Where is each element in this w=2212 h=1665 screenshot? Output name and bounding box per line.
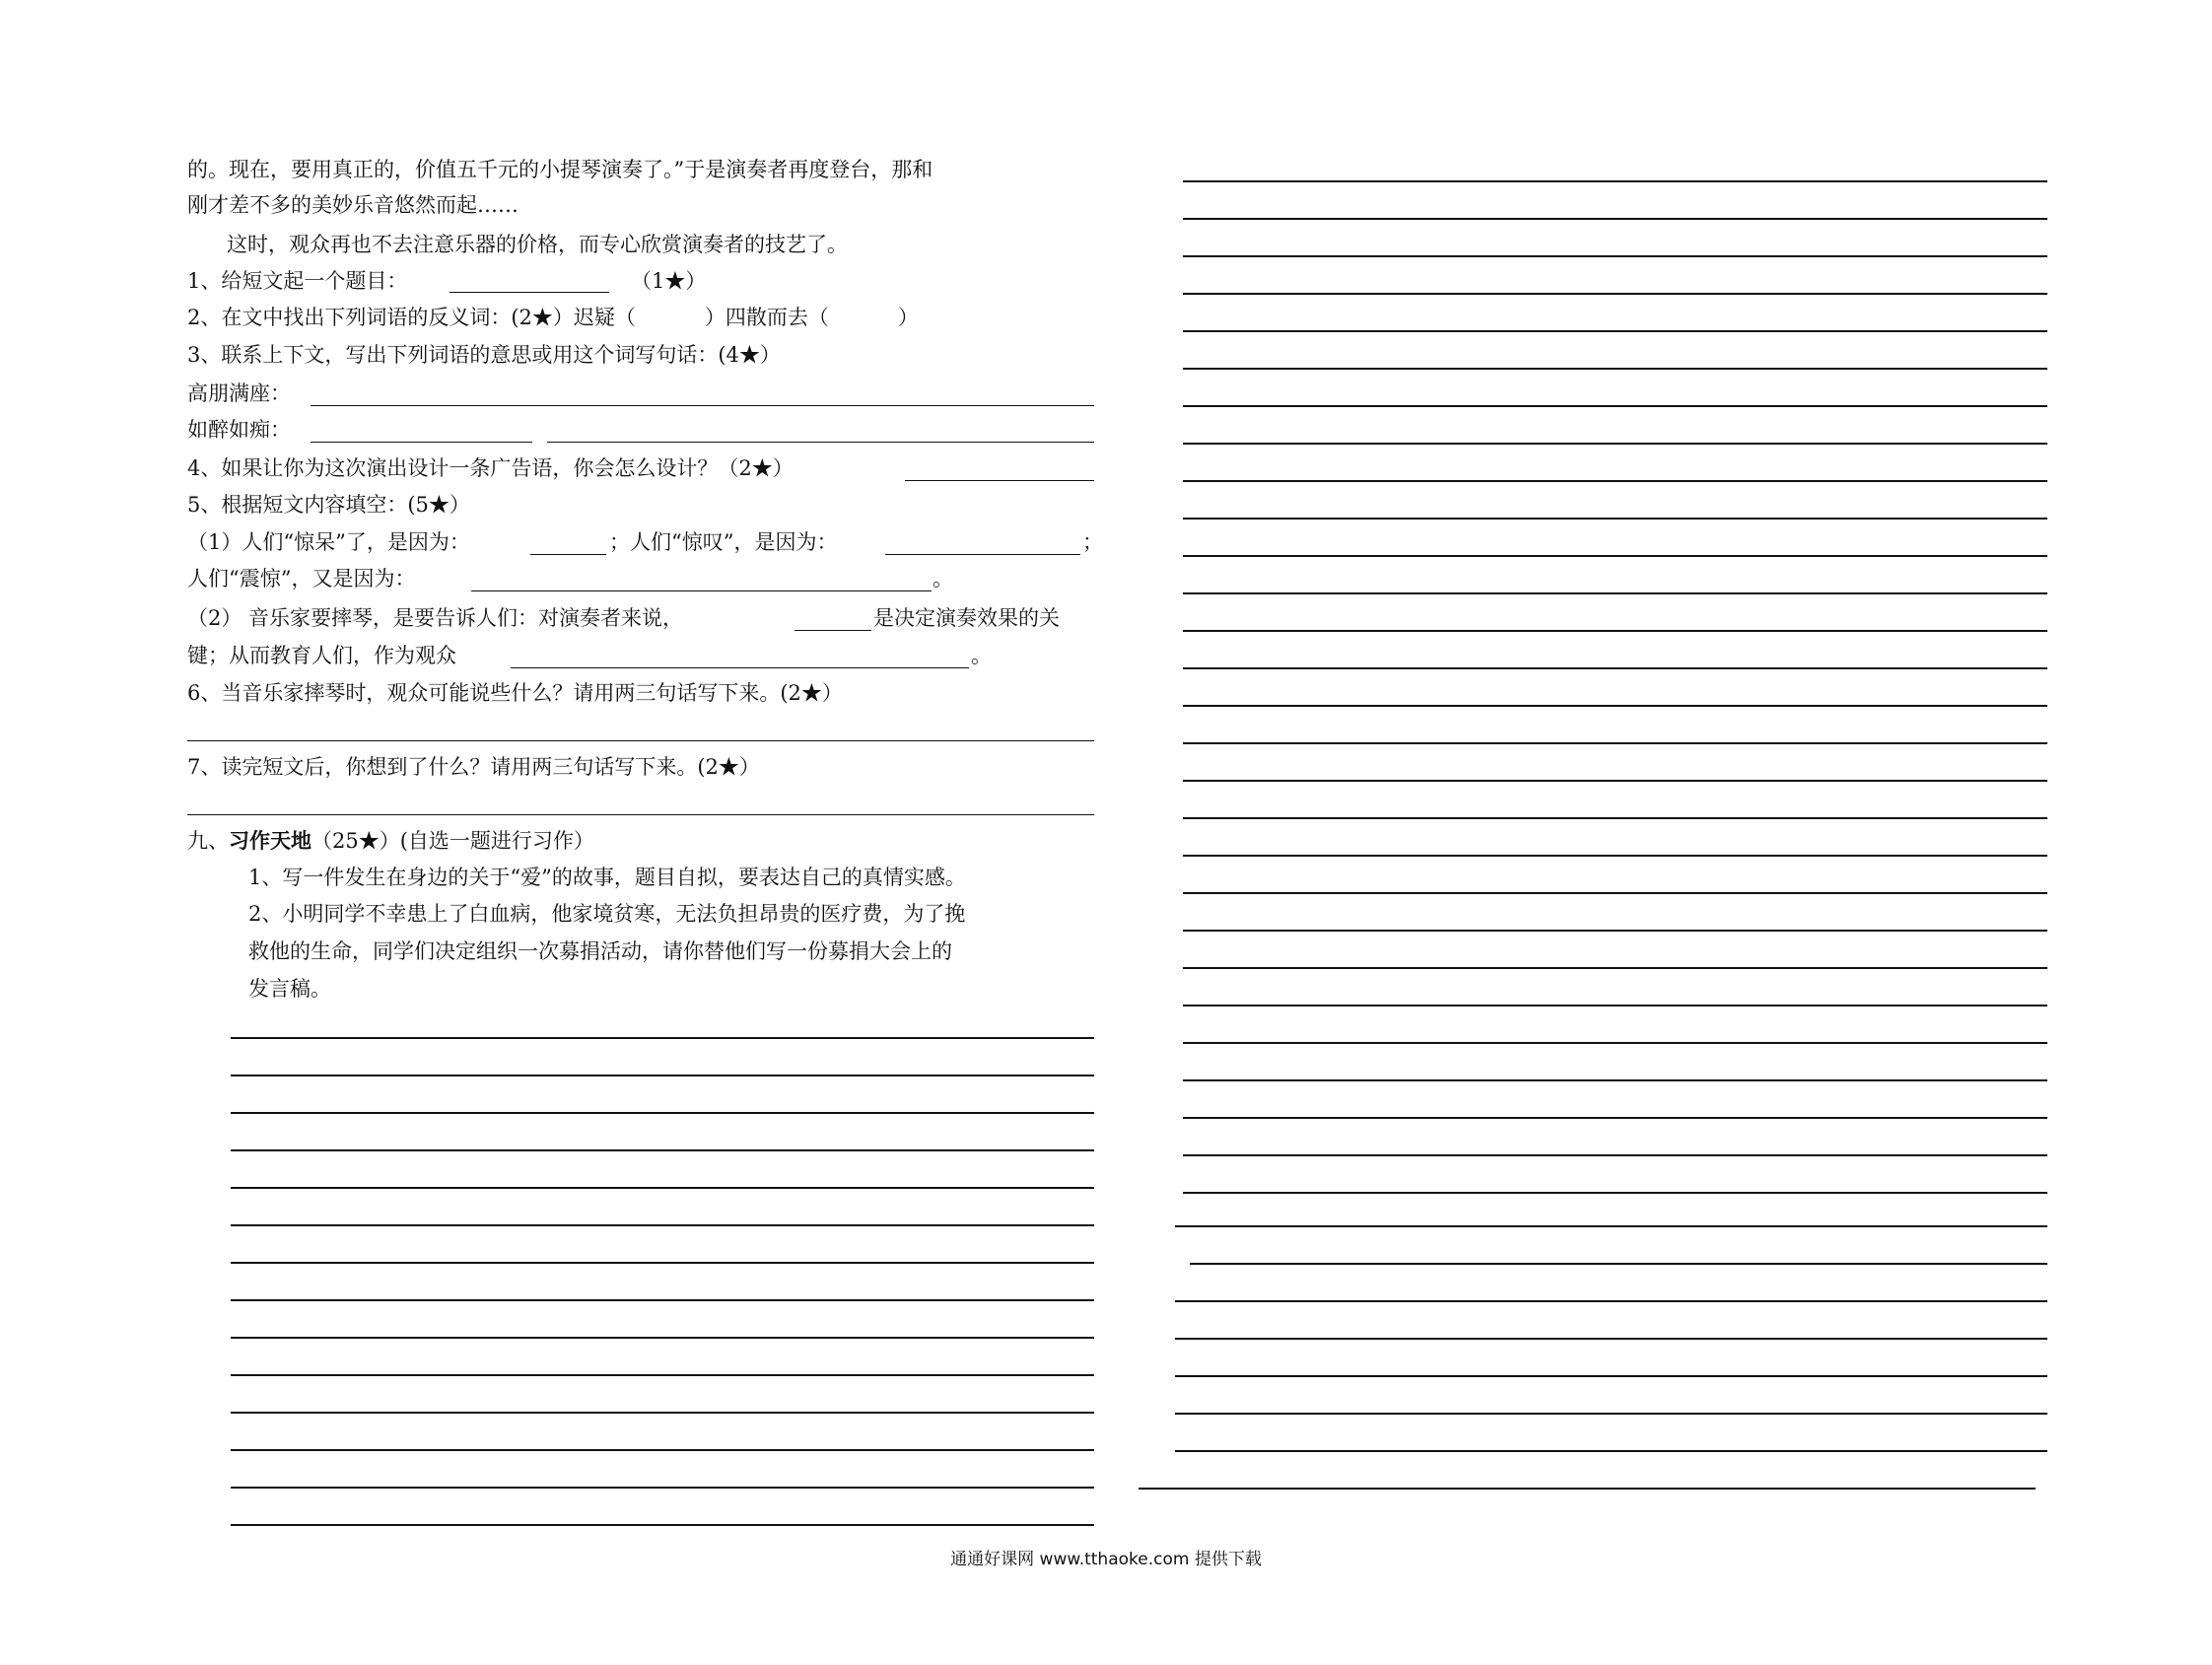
q3-word-2-blank-a[interactable] xyxy=(311,442,532,443)
writing-line[interactable] xyxy=(1190,1263,2047,1265)
q5-part-2-text-d: 。 xyxy=(971,644,992,667)
writing-line[interactable] xyxy=(1183,330,2047,332)
question-2-mid: ）四散而去（ xyxy=(704,306,829,329)
q5-blank-3[interactable] xyxy=(471,590,932,591)
writing-line[interactable] xyxy=(231,1187,1094,1189)
writing-line[interactable] xyxy=(1175,1413,2047,1415)
writing-line[interactable] xyxy=(1183,443,2047,445)
question-4: 4、如果让你为这次演出设计一条广告语，你会怎么设计？（2★） xyxy=(187,456,794,480)
writing-line[interactable] xyxy=(1183,817,2047,819)
writing-line[interactable] xyxy=(1175,1338,2047,1340)
writing-line[interactable] xyxy=(1183,592,2047,594)
q5-blank-5[interactable] xyxy=(511,667,969,668)
writing-line[interactable] xyxy=(1175,1300,2047,1302)
writing-line[interactable] xyxy=(1183,1005,2047,1006)
writing-line[interactable] xyxy=(231,1487,1094,1489)
writing-line[interactable] xyxy=(1183,705,2047,707)
composition-number: 九、 xyxy=(187,829,229,853)
writing-line[interactable] xyxy=(1183,1042,2047,1044)
question-6: 6、当音乐家摔琴时，观众可能说些什么？请用两三句话写下来。(2★） xyxy=(187,681,843,705)
writing-line[interactable] xyxy=(1183,1192,2047,1194)
writing-line[interactable] xyxy=(1183,892,2047,894)
writing-line[interactable] xyxy=(231,1262,1094,1264)
q3-word-1-blank-a[interactable] xyxy=(311,405,498,406)
q3-word-1-blank-b[interactable] xyxy=(498,405,1094,406)
question-3-word-1: 高朋满座： xyxy=(187,382,291,405)
question-1-text: 1、给短文起一个题目： xyxy=(187,269,408,293)
writing-line[interactable] xyxy=(1183,1154,2047,1156)
q5-blank-4[interactable] xyxy=(795,630,871,631)
q6-answer-line[interactable] xyxy=(187,740,1094,741)
writing-line[interactable] xyxy=(231,1374,1094,1376)
writing-line[interactable] xyxy=(231,1337,1094,1339)
writing-line[interactable] xyxy=(231,1449,1094,1451)
q5-blank-2[interactable] xyxy=(885,554,1080,555)
writing-line[interactable] xyxy=(1139,1488,2036,1490)
writing-line[interactable] xyxy=(1183,255,2047,257)
writing-line[interactable] xyxy=(1183,218,2047,220)
question-2-end: ） xyxy=(897,306,919,329)
writing-line[interactable] xyxy=(1175,1450,2047,1452)
writing-line[interactable] xyxy=(231,1524,1094,1526)
question-3: 3、联系上下文，写出下列词语的意思或用这个词写句话：(4★） xyxy=(187,343,781,367)
writing-line[interactable] xyxy=(231,1224,1094,1226)
question-1-score: （1★） xyxy=(631,269,707,293)
writing-line[interactable] xyxy=(1183,667,2047,669)
writing-line[interactable] xyxy=(1183,405,2047,407)
writing-line[interactable] xyxy=(1183,930,2047,932)
composition-info: （25★）(自选一题进行习作） xyxy=(311,829,594,853)
q5-blank-1[interactable] xyxy=(530,554,606,555)
composition-option-2-line-3: 发言稿。 xyxy=(248,977,331,1001)
writing-line[interactable] xyxy=(1183,480,2047,482)
writing-line[interactable] xyxy=(1183,180,2047,182)
writing-line[interactable] xyxy=(231,1412,1094,1414)
question-1 xyxy=(187,266,407,296)
passage-line-1: 的。现在，要用真正的，价值五千元的小提琴演奏了。”于是演奏者再度登台，那和 xyxy=(187,158,933,181)
q4-slogan-blank[interactable] xyxy=(905,480,1094,481)
writing-line[interactable] xyxy=(1183,518,2047,520)
writing-line[interactable] xyxy=(1183,967,2047,969)
writing-line[interactable] xyxy=(1183,1117,2047,1119)
q3-word-2-blank-b[interactable] xyxy=(547,442,1094,443)
q5-part-1-text-e: 。 xyxy=(933,567,953,590)
writing-line[interactable] xyxy=(1183,368,2047,370)
q5-part-2-text-a: （2） 音乐家要摔琴，是要告诉人们：对演奏者来说， xyxy=(187,606,684,630)
writing-line[interactable] xyxy=(231,1149,1094,1151)
passage-line-2: 刚才差不多的美妙乐音悠然而起…… xyxy=(187,193,518,217)
q1-title-blank[interactable] xyxy=(449,292,609,293)
composition-heading xyxy=(187,826,594,856)
composition-title: 习作天地 xyxy=(229,828,311,853)
q7-answer-line[interactable] xyxy=(187,814,1094,815)
writing-line[interactable] xyxy=(1183,780,2047,782)
q5-part-1-text-c: ； xyxy=(1082,530,1103,554)
composition-option-2-line-1: 2、小明同学不幸患上了白血病，他家境贫寒，无法负担昂贵的医疗费，为了挽 xyxy=(248,902,966,926)
writing-line[interactable] xyxy=(1183,630,2047,632)
question-2 xyxy=(187,303,919,332)
writing-line[interactable] xyxy=(1183,742,2047,744)
composition-option-1: 1、写一件发生在身边的关于“爱”的故事，题目自拟，要表达自己的真情实感。 xyxy=(248,866,966,889)
q5-part-1-text-a: （1）人们“惊呆”了，是因为： xyxy=(187,530,470,554)
question-3-word-2: 如醉如痴： xyxy=(187,418,291,442)
passage-line-3: 这时，观众再也不去注意乐器的价格，而专心欣赏演奏者的技艺了。 xyxy=(227,233,848,256)
q5-part-2-text-c: 键；从而教育人们，作为观众 xyxy=(187,644,456,667)
writing-line[interactable] xyxy=(1175,1225,2047,1227)
composition-option-2-line-2: 救他的生命，同学们决定组织一次募捐活动，请你替他们写一份募捐大会上的 xyxy=(248,939,952,963)
writing-line[interactable] xyxy=(231,1112,1094,1114)
writing-line[interactable] xyxy=(1183,855,2047,857)
q5-part-2-text-b: 是决定演奏效果的关 xyxy=(873,606,1060,630)
footer-credit: 通通好课网 www.tthaoke.com 提供下载 xyxy=(950,1550,1262,1569)
writing-line[interactable] xyxy=(231,1075,1094,1076)
writing-line[interactable] xyxy=(231,1299,1094,1301)
writing-line[interactable] xyxy=(1183,1079,2047,1081)
q5-part-1-text-b: ；人们“惊叹”，是因为： xyxy=(609,530,838,554)
writing-line[interactable] xyxy=(1183,293,2047,295)
question-7: 7、读完短文后，你想到了什么？请用两三句话写下来。(2★） xyxy=(187,755,760,779)
q5-part-1-text-d: 人们“震惊”，又是因为： xyxy=(187,567,416,590)
question-2-text: 2、在文中找出下列词语的反义词：(2★）迟疑（ xyxy=(187,306,636,329)
writing-line[interactable] xyxy=(1175,1375,2047,1377)
question-5: 5、根据短文内容填空：(5★） xyxy=(187,493,470,517)
writing-line[interactable] xyxy=(1183,555,2047,557)
writing-line[interactable] xyxy=(231,1037,1094,1039)
